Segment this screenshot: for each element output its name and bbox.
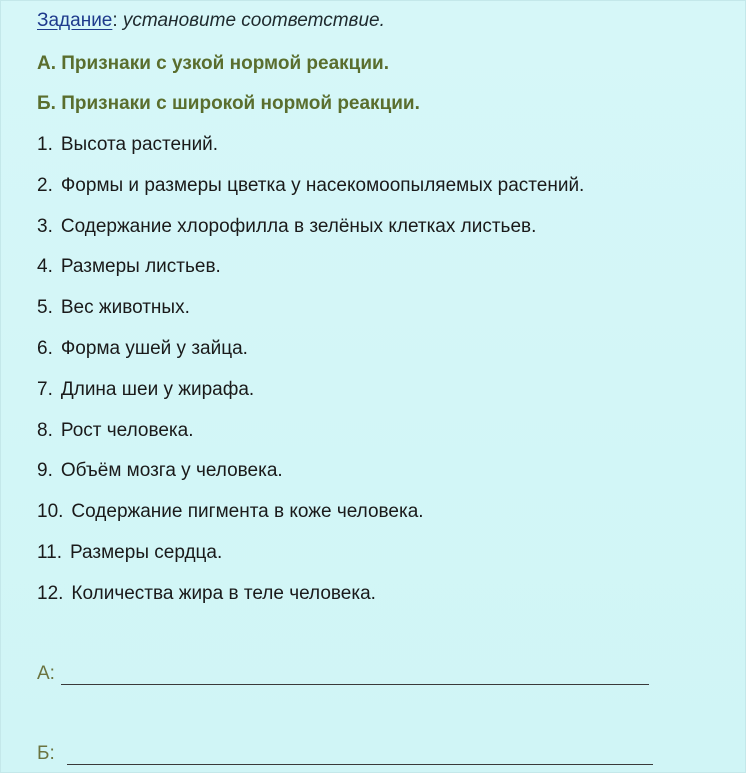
item-text: Размеры листьев. bbox=[60, 256, 221, 278]
answer-b-blank-line[interactable] bbox=[67, 764, 653, 765]
list-item bbox=[37, 420, 584, 461]
item-number: 12. bbox=[37, 582, 64, 604]
list-item bbox=[37, 175, 584, 216]
list-item bbox=[37, 216, 584, 257]
answer-b-label: Б: bbox=[37, 743, 55, 764]
item-text: Вес животных. bbox=[60, 297, 190, 319]
item-number: 5. bbox=[37, 297, 53, 319]
item-text: Размеры сердца. bbox=[70, 541, 223, 563]
list-item bbox=[37, 542, 584, 583]
item-text: Содержание хлорофилла в зелёных клетках листьев. bbox=[60, 215, 537, 237]
item-text: Рост человека. bbox=[60, 419, 194, 441]
task-instruction: установите соответствие. bbox=[117, 10, 385, 31]
item-text: Формы и размеры цветка у насекомоопыляемых растений. bbox=[60, 174, 585, 196]
item-text: Содержание пигмента в коже человека. bbox=[71, 501, 424, 523]
item-number: 3. bbox=[37, 215, 53, 237]
item-number: 6. bbox=[37, 337, 53, 359]
task-label: Задание bbox=[37, 10, 113, 31]
list-item bbox=[37, 297, 584, 338]
task-separator: : bbox=[112, 10, 118, 31]
answer-a-blank-line[interactable] bbox=[61, 684, 649, 685]
traits-list bbox=[37, 134, 584, 624]
list-item bbox=[37, 256, 584, 297]
list-item bbox=[37, 460, 584, 501]
item-number: 10. bbox=[37, 501, 64, 523]
item-number: 8. bbox=[37, 419, 53, 441]
item-text: Длина шеи у жирафа. bbox=[60, 378, 255, 400]
item-text: Высота растений. bbox=[60, 134, 219, 155]
list-item bbox=[37, 134, 584, 175]
category-wide-norm: Б. Признаки с широкой нормой реакции. bbox=[37, 93, 420, 114]
category-narrow-norm: А. Признаки с узкой нормой реакции. bbox=[37, 53, 389, 74]
item-text: Количества жира в теле человека. bbox=[71, 582, 376, 604]
list-item bbox=[37, 501, 584, 542]
item-number: 7. bbox=[37, 378, 53, 400]
list-item bbox=[37, 379, 584, 420]
item-number: 4. bbox=[37, 256, 53, 278]
item-number: 1. bbox=[37, 134, 53, 155]
task-heading bbox=[37, 10, 385, 32]
answer-a-label: А: bbox=[37, 663, 55, 684]
item-text: Объём мозга у человека. bbox=[60, 460, 283, 482]
list-item bbox=[37, 583, 584, 624]
item-number: 9. bbox=[37, 460, 53, 482]
item-number: 2. bbox=[37, 174, 53, 196]
item-text: Форма ушей у зайца. bbox=[60, 337, 248, 359]
item-number: 11. bbox=[37, 541, 63, 563]
list-item bbox=[37, 338, 584, 379]
